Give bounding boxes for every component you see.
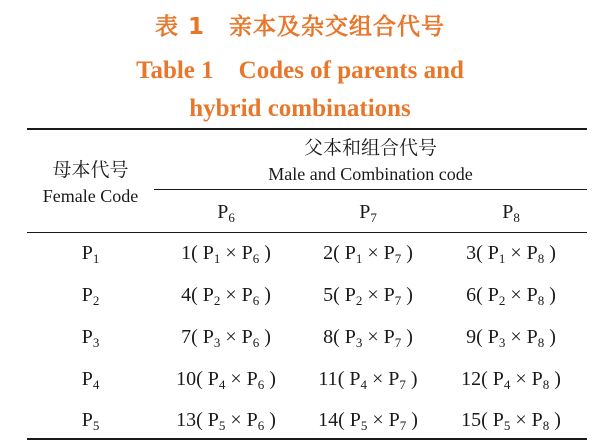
- combination-code-cell: 7( $P_3 \times P_6$ ): [181, 326, 271, 350]
- top-rule: [27, 128, 587, 130]
- cross-male-code: $P_8$: [526, 242, 545, 266]
- male-parent-code: $P_7$: [359, 201, 377, 225]
- male-code-label-en: Male and Combination code: [268, 164, 473, 184]
- combination-code-cell: 1( $P_1 \times P_6$ ): [181, 242, 271, 266]
- cross-female-code: $P_1$: [487, 242, 506, 266]
- female-parent-cell: [27, 367, 154, 391]
- female-parent-code: $P_4$: [81, 368, 100, 392]
- male-parent-header: [156, 200, 296, 224]
- caption-chinese: 表 1 亲本及杂交组合代号: [154, 14, 445, 40]
- combination-number: 7: [181, 326, 192, 348]
- combination-number: 4: [181, 284, 192, 306]
- female-parent-cell: [27, 325, 154, 349]
- combination-code-cell: 2( $P_1 \times P_7$ ): [323, 242, 413, 266]
- cross-male-code: $P_7$: [383, 326, 402, 350]
- cross-female-code: $P_1$: [202, 242, 221, 266]
- cross-female-code: $P_2$: [344, 284, 363, 308]
- combination-number: 12: [461, 368, 482, 390]
- cross-female-code: $P_5$: [207, 409, 226, 433]
- cross-female-code: $P_3$: [202, 326, 221, 350]
- cross-female-code: $P_3$: [344, 326, 363, 350]
- cross-male-code: $P_6$: [241, 284, 260, 308]
- caption-english-line-2: hybrid combinations: [189, 95, 411, 122]
- cross-male-code: $P_7$: [383, 242, 402, 266]
- cross-male-code: $P_6$: [246, 368, 265, 392]
- cross-male-code: $P_8$: [526, 284, 545, 308]
- male-parent-code: $P_6$: [217, 201, 235, 225]
- combination-number: 1: [181, 242, 192, 264]
- combination-number: 13: [176, 409, 197, 431]
- combination-code-cell: 11( $P_4 \times P_7$ ): [318, 368, 418, 392]
- male-parent-code: $P_8$: [502, 201, 520, 225]
- female-code-label-cn: 母本代号: [52, 159, 129, 181]
- cross-female-code: $P_2$: [202, 284, 221, 308]
- combination-number: 14: [318, 409, 339, 431]
- combination-number: 11: [318, 368, 338, 390]
- combination-code-cell: 10( $P_4 \times P_6$ ): [176, 368, 276, 392]
- combination-code-cell: 4( $P_2 \times P_6$ ): [181, 284, 271, 308]
- cross-female-code: $P_5$: [349, 409, 368, 433]
- combination-number: 10: [176, 368, 197, 390]
- cross-male-code: $P_7$: [388, 409, 407, 433]
- female-code-label-en: Female Code: [42, 186, 139, 206]
- cross-female-code: $P_4$: [492, 368, 511, 392]
- cross-male-code: $P_7$: [388, 368, 406, 392]
- combination-code-cell: 13( $P_5 \times P_6$ ): [176, 409, 276, 433]
- combination-code-cell: 3( $P_1 \times P_8$ ): [466, 242, 556, 266]
- header-bottom-rule: [27, 232, 587, 233]
- cross-male-code: $P_6$: [241, 326, 260, 350]
- combination-code-cell: 14( $P_5 \times P_7$ ): [318, 409, 418, 433]
- cross-male-code: $P_6$: [246, 409, 265, 433]
- combination-number: 9: [466, 326, 477, 348]
- cross-male-code: $P_7$: [383, 284, 402, 308]
- combination-number: 15: [461, 409, 482, 431]
- combination-code-cell: 6( $P_2 \times P_8$ ): [466, 284, 556, 308]
- combination-code-cell: 9( $P_3 \times P_8$ ): [466, 326, 556, 350]
- combination-number: 8: [323, 326, 334, 348]
- male-code-label-cn: 父本和组合代号: [303, 137, 437, 159]
- combination-code-cell: 8( $P_3 \times P_7$ ): [323, 326, 413, 350]
- female-parent-cell: [27, 283, 154, 307]
- combination-code-cell: 12( $P_4 \times P_8$ ): [461, 368, 561, 392]
- cross-female-code: $P_3$: [487, 326, 506, 350]
- combination-number: 5: [323, 284, 334, 306]
- male-header-rule: [154, 189, 587, 190]
- cross-female-code: $P_4$: [349, 368, 367, 392]
- bottom-rule: [27, 438, 587, 440]
- female-parent-code: $P_1$: [81, 242, 100, 266]
- caption-english-line-1: Table 1 Codes of parents and: [136, 57, 464, 84]
- cross-male-code: $P_8$: [531, 368, 550, 392]
- cross-male-code: $P_8$: [531, 409, 550, 433]
- male-parent-header: [441, 200, 581, 224]
- female-parent-code: $P_3$: [81, 326, 100, 350]
- combination-code-cell: 15( $P_5 \times P_8$ ): [461, 409, 561, 433]
- cross-female-code: $P_5$: [492, 409, 511, 433]
- female-parent-cell: [27, 241, 154, 265]
- combination-number: 6: [466, 284, 477, 306]
- female-parent-code: $P_5$: [81, 409, 100, 433]
- male-parent-header: [298, 200, 438, 224]
- cross-female-code: $P_4$: [207, 368, 226, 392]
- female-parent-code: $P_2$: [81, 284, 100, 308]
- combination-code-cell: 5( $P_2 \times P_7$ ): [323, 284, 413, 308]
- female-parent-cell: [27, 408, 154, 432]
- combination-number: 3: [466, 242, 477, 264]
- cross-female-code: $P_1$: [344, 242, 363, 266]
- cross-male-code: $P_6$: [241, 242, 260, 266]
- combination-number: 2: [323, 242, 334, 264]
- cross-female-code: $P_2$: [487, 284, 506, 308]
- cross-male-code: $P_8$: [526, 326, 545, 350]
